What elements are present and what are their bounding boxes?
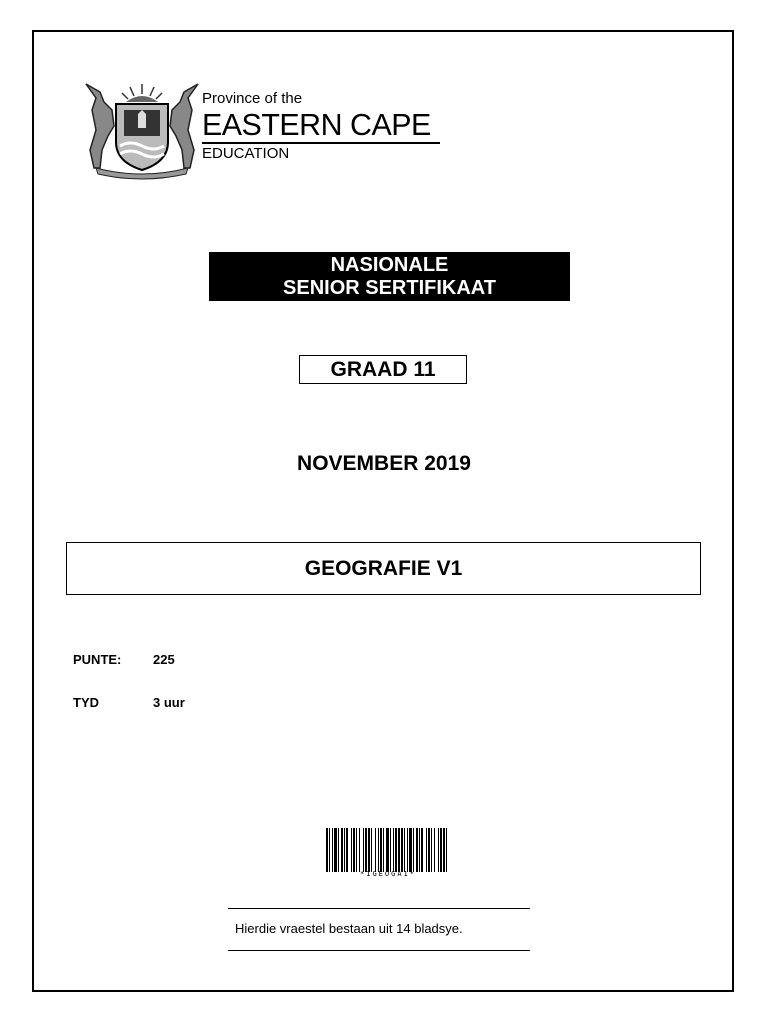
barcode-bar (353, 828, 355, 872)
barcode-bar (368, 828, 370, 872)
barcode-bar (383, 828, 384, 872)
barcode-bar (332, 828, 333, 872)
logo-province-text: Province of the (202, 90, 303, 107)
barcode-bar (426, 828, 427, 872)
barcode-bar (371, 828, 372, 872)
barcode-bar (443, 828, 445, 872)
barcode-bar (365, 828, 367, 872)
barcode-bar (434, 828, 435, 872)
barcode-bar (413, 828, 414, 872)
barcode-bar (409, 828, 412, 872)
barcode-bar (401, 828, 403, 872)
barcode-bar (359, 828, 360, 872)
footer-divider-bottom (228, 950, 530, 951)
barcode-bar (416, 828, 418, 872)
certificate-banner (209, 252, 570, 301)
barcode-bar (393, 828, 394, 872)
logo-province-name: EASTERN CAPE (202, 107, 431, 142)
barcode-bar (438, 828, 439, 872)
footer-divider-top (228, 908, 530, 909)
barcode-bar (344, 828, 345, 872)
barcode-bar (446, 828, 447, 872)
barcode-bar (351, 828, 352, 872)
barcode-bar (386, 828, 389, 872)
barcode-caption: *IGEOGA1* (360, 870, 416, 878)
barcode-bar (395, 828, 397, 872)
exam-date: NOVEMBER 2019 (297, 452, 471, 475)
barcode-bar (398, 828, 400, 872)
barcode-bar (329, 828, 330, 872)
time-label: TYD (73, 695, 99, 710)
barcode-bar (421, 828, 423, 872)
barcode-bar (380, 828, 382, 872)
subject-title: GEOGRAFIE V1 (66, 542, 701, 595)
eastern-cape-education-logo (82, 80, 452, 180)
marks-label: PUNTE: (73, 652, 122, 667)
barcode (326, 828, 450, 872)
barcode-bar (356, 828, 357, 872)
barcode-bar (334, 828, 337, 872)
barcode-bar (338, 828, 339, 872)
coat-of-arms-icon (82, 80, 202, 180)
barcode-bar (431, 828, 432, 872)
barcode-bar (390, 828, 391, 872)
barcode-bar (363, 828, 364, 872)
barcode-bar (407, 828, 408, 872)
time-value: 3 uur (153, 695, 185, 710)
logo-department-text: EDUCATION (202, 145, 290, 162)
barcode-bar (326, 828, 328, 872)
certificate-line-2: SENIOR SERTIFIKAAT (283, 277, 496, 299)
page-count-note: Hierdie vraestel bestaan uit 14 bladsye. (235, 921, 463, 936)
marks-value: 225 (153, 652, 175, 667)
barcode-bar (404, 828, 405, 872)
barcode-bar (346, 828, 348, 872)
barcode-bar (378, 828, 379, 872)
certificate-line-1: NASIONALE (330, 254, 449, 276)
barcode-bar (375, 828, 376, 872)
barcode-bar (341, 828, 343, 872)
grade-label: GRAAD 11 (299, 355, 467, 384)
barcode-bar (419, 828, 420, 872)
barcode-bar (428, 828, 430, 872)
barcode-bar (440, 828, 442, 872)
